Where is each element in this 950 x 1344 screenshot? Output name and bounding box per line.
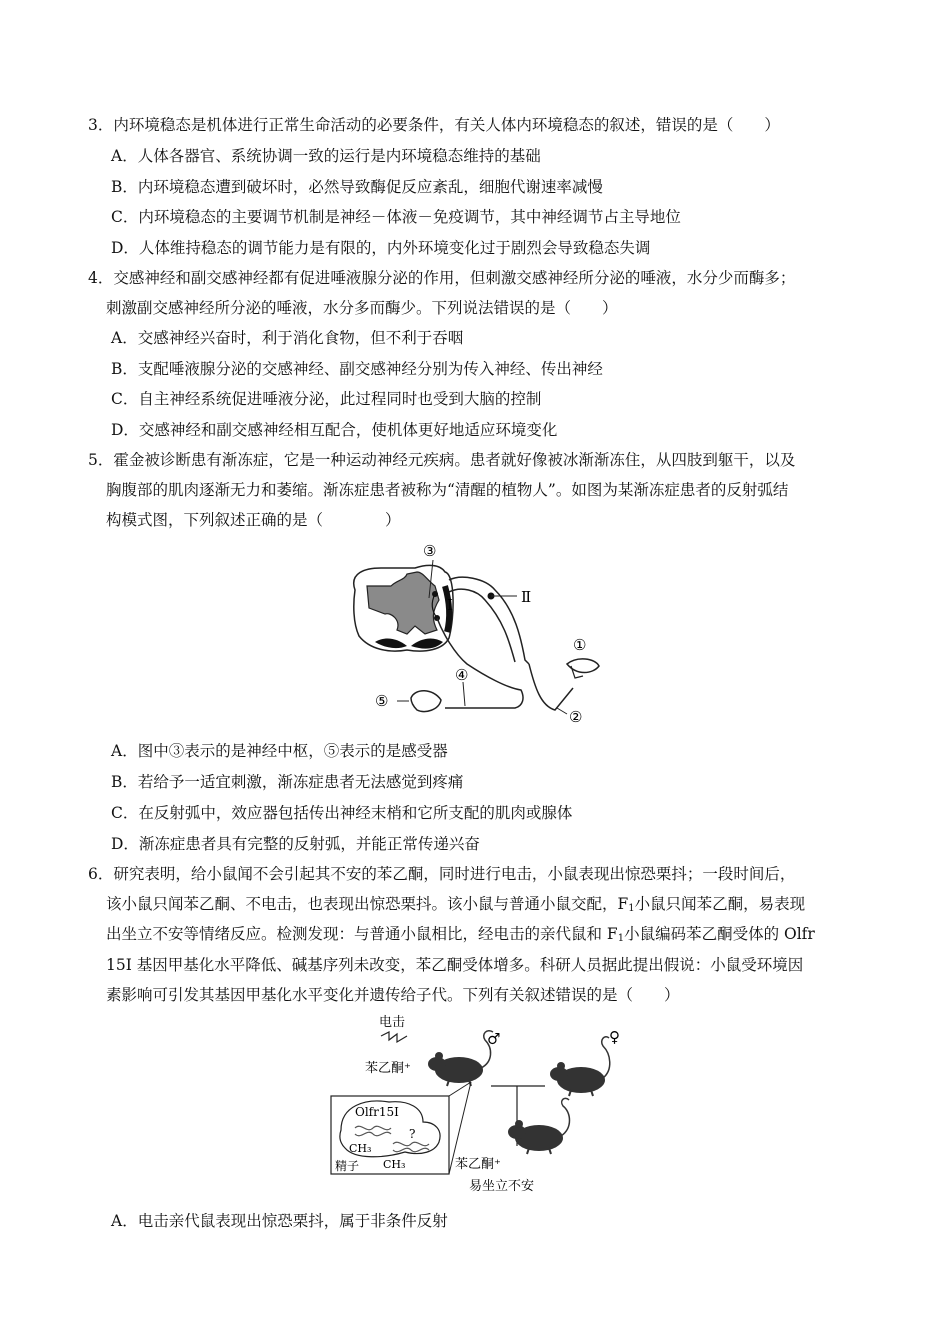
label-2-leader [557,708,567,714]
afferent-path-outer [449,577,532,664]
q6-line2-post: 小鼠只闻苯乙酮，易表现 [634,895,806,913]
q3-option-c: C．内环境稳态的主要调节机制是神经－体液－免疫调节，其中神经调节占主导地位 [111,208,681,226]
acetophenone-plus-label-2: 苯乙酮⁺ [455,1157,501,1172]
reflex-arc-figure [345,538,610,728]
label-5: ⑤ [375,692,389,710]
label-ii: Ⅱ [521,588,532,606]
q6-line2-pre: 该小鼠只闻苯乙酮、不电击，也表现出惊恐栗抖。该小鼠与普通小鼠交配，F [106,895,629,913]
label-2: ② [569,708,583,726]
ch3-label-a: CH₃ [349,1142,372,1155]
label-i: Ⅰ [447,596,453,614]
q6-stem-line-5: 素影响可引发其基因甲基化水平变化并遗传给子代。下列有关叙述错误的是（ ） [106,986,680,1004]
q6-option-a: A．电击亲代鼠表现出惊恐栗抖，属于非条件反射 [111,1212,448,1230]
female-symbol: ♀ [609,1028,620,1046]
label-3: ③ [423,542,437,560]
q5-stem-line-2: 胸腹部的肌肉逐渐无力和萎缩。渐冻症患者被称为“清醒的植物人”。如图为某渐冻症患者的反射弧结 [106,481,789,499]
question-mark: ? [409,1127,416,1141]
q3-stem: 3．内环境稳态是机体进行正常生命活动的必要条件，有关人体内环境稳态的叙述，错误的是（ ） [88,116,780,134]
afferent-nerve [529,664,573,710]
q6-line3-post: 小鼠编码苯乙酮受体的 Olfr [624,925,815,943]
q4-stem-line-2: 刺激副交感神经所分泌的唾液，水分多而酶少。下列说法错误的是（ ） [106,299,618,317]
q5-option-b: B．若给予一适宜刺激，渐冻症患者无法感觉到疼痛 [111,773,464,791]
effector-shape [411,691,441,712]
q3-option-a: A．人体各器官、系统协调一致的运行是内环境稳态维持的基础 [111,147,541,165]
q5-stem-line-1: 5．霍金被诊断患有渐冻症，它是一种运动神经元疾病。患者就好像被冰渐渐冻住，从四肢到躯干，以及 [88,451,796,469]
q5-stem-line-3: 构模式图，下列叙述正确的是（ ） [106,511,401,529]
q6-stem-line-1: 6．研究表明，给小鼠闻不会引起其不安的苯乙酮，同时进行电击，小鼠表现出惊恐栗抖；一段时间后， [88,865,796,883]
q5-option-a: A．图中③表示的是神经中枢，⑤表示的是感受器 [111,742,448,760]
q4-stem-line-1: 4．交感神经和副交感神经都有促进唾液腺分泌的作用，但刺激交感神经所分泌的唾液，水分少而酶多； [88,269,796,287]
q6-stem-line-4: 15I 基因甲基化水平降低、碱基序列未改变，苯乙酮受体增多。科研人员据此提出假说：小鼠受环境因 [106,956,804,974]
q5-option-d: D．渐冻症患者具有完整的反射弧，并能正常传递兴奋 [111,835,480,853]
acetophenone-plus-label-1: 苯乙酮⁺ [365,1061,411,1076]
q6-stem-line-3 [106,924,815,949]
q3-option-d: D．人体维持稳态的调节能力是有限的，内外环境变化过于剧烈会导致稳态失调 [111,239,651,257]
sperm-label: 精子 [335,1159,360,1173]
label-4: ④ [455,666,469,684]
restless-label: 易坐立不安 [469,1179,535,1194]
q4-option-d: D．交感神经和副交感神经相互配合，使机体更好地适应环境变化 [111,421,558,439]
receptor-shape [567,659,599,673]
q6-stem-line-2 [106,894,805,919]
female-mouse-icon [550,1037,610,1096]
label-1: ① [573,636,587,654]
mouse-methylation-figure [325,1010,635,1200]
q6-f1-sub-a: 1 [628,903,635,914]
shock-label: 电击 [379,1015,406,1030]
male-mouse-icon [428,1031,493,1086]
label-4-leader [463,682,465,706]
afferent-path-inner [449,589,515,662]
q5-option-c: C．在反射弧中，效应器包括传出神经末梢和它所支配的肌肉或腺体 [111,804,573,822]
male-symbol: ♂ [487,1030,501,1048]
lightning-icon [381,1032,407,1042]
q3-option-b: B．内环境稳态遭到破坏时，必然导致酶促反应紊乱，细胞代谢速率减慢 [111,178,603,196]
q6-line3-pre: 出坐立不安等情绪反应。检测发现：与普通小鼠相比，经电击的亲代鼠和 F [106,925,618,943]
q4-option-c: C．自主神经系统促进唾液分泌，此过程同时也受到大脑的控制 [111,390,542,408]
q4-option-b: B．支配唾液腺分泌的交感神经、副交感神经分别为传入神经、传出神经 [111,360,603,378]
q6-f1-sub-b: 1 [617,933,625,944]
gene-label: Olfr15I [355,1105,399,1119]
ch3-label-b: CH₃ [383,1158,406,1171]
q4-option-a: A．交感神经兴奋时，利于消化食物，但不利于吞咽 [111,329,464,347]
